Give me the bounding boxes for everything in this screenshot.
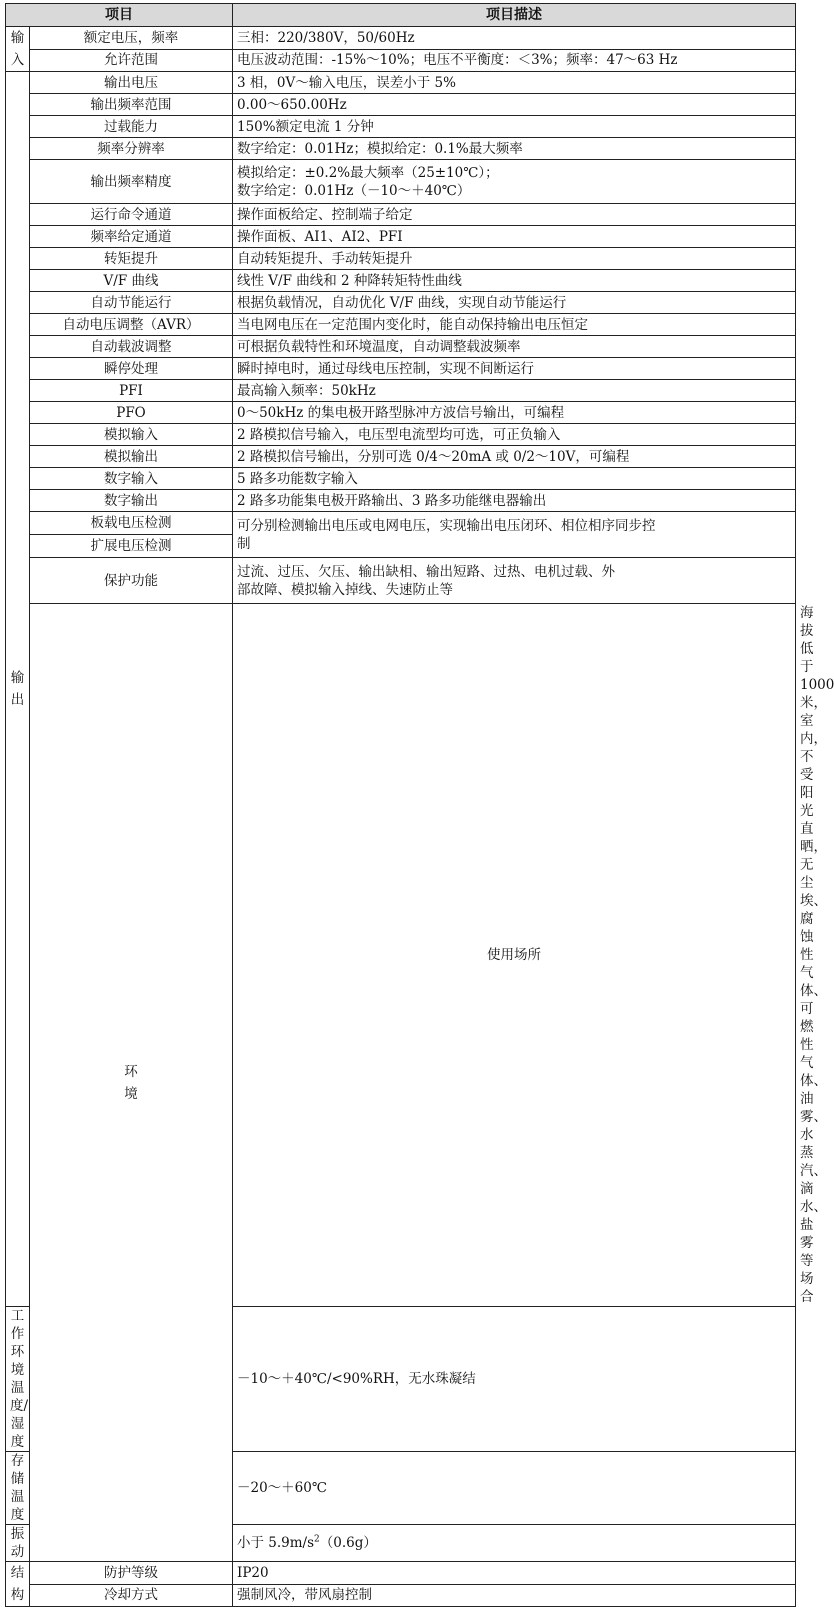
- item-cell: 板载电压检测: [30, 512, 233, 535]
- table-row: [6, 270, 796, 292]
- desc-cell: 当电网电压在一定范围内变化时，能自动保持输出电压恒定: [233, 314, 796, 336]
- table-row: [6, 380, 796, 402]
- item-cell: 冷却方式: [30, 1584, 233, 1607]
- item-cell: 转矩提升: [30, 248, 233, 270]
- item-cell: 数字输入: [30, 468, 233, 490]
- table-row: [6, 226, 796, 248]
- table-row: [6, 248, 796, 270]
- item-cell: 额定电压，频率: [30, 27, 233, 50]
- table-row: [6, 402, 796, 424]
- item-cell: 模拟输出: [30, 446, 233, 468]
- desc-line: 制: [237, 535, 251, 552]
- header-item: 项目: [6, 4, 233, 27]
- table-row: [6, 160, 796, 204]
- item-cell: 使用场所: [233, 604, 796, 1307]
- desc-cell: [233, 512, 796, 558]
- superscript: 2: [314, 1534, 320, 1545]
- desc-cell: 根据负载情况，自动优化 V/F 曲线，实现自动节能运行: [233, 292, 796, 314]
- item-cell: 频率给定通道: [30, 226, 233, 248]
- desc-cell: 2 路多功能集电极开路输出、3 路多功能继电器输出: [233, 490, 796, 512]
- desc-line: 模拟给定：±0.2%最大频率（25±10℃）；: [237, 164, 499, 181]
- table-row: [6, 446, 796, 468]
- desc-line: 部故障、模拟输入掉线、失速防止等: [237, 581, 453, 598]
- header-description: 项目描述: [233, 4, 796, 27]
- desc-cell: 强制风冷，带风扇控制: [233, 1584, 796, 1607]
- desc-cell: －10～＋40℃/<90%RH，无水珠凝结: [233, 1307, 796, 1452]
- vibration-note: （0.6g）: [319, 1535, 377, 1551]
- table-row: [6, 27, 796, 50]
- table-row: [6, 1562, 796, 1585]
- item-cell: 自动载波调整: [30, 336, 233, 358]
- desc-cell: 操作面板、AI1、AI2、PFI: [233, 226, 796, 248]
- header-row: [6, 4, 796, 27]
- section-input: 输 入: [6, 27, 30, 72]
- table-row: [6, 512, 796, 535]
- item-cell: 自动电压调整（AVR）: [30, 314, 233, 336]
- table-row: [6, 336, 796, 358]
- item-cell: 扩展电压检测: [30, 535, 233, 558]
- table-row: [6, 558, 796, 604]
- desc-cell: 0～50kHz 的集电极开路型脉冲方波信号输出，可编程: [233, 402, 796, 424]
- desc-cell: 线性 V/F 曲线和 2 种降转矩特性曲线: [233, 270, 796, 292]
- desc-cell: 操作面板给定、控制端子给定: [233, 204, 796, 226]
- item-cell: 振动: [6, 1525, 30, 1562]
- desc-cell: 最高输入频率：50kHz: [233, 380, 796, 402]
- desc-cell: [233, 558, 796, 604]
- item-cell: 数字输出: [30, 490, 233, 512]
- item-cell: V/F 曲线: [30, 270, 233, 292]
- table-row: [6, 424, 796, 446]
- item-cell: 输出电压: [30, 72, 233, 94]
- desc-cell: [233, 1525, 796, 1562]
- table-row: [6, 94, 796, 116]
- table-row: [6, 49, 796, 72]
- table-row: [6, 358, 796, 380]
- item-cell: 工作环境温度/湿度: [6, 1307, 30, 1452]
- item-cell: PFO: [30, 402, 233, 424]
- item-cell: 模拟输入: [30, 424, 233, 446]
- section-output: 输 出: [6, 72, 30, 1307]
- item-cell: PFI: [30, 380, 233, 402]
- desc-cell: 三相：220/380V，50/60Hz: [233, 27, 796, 50]
- table-row: [6, 314, 796, 336]
- item-cell: 运行命令通道: [30, 204, 233, 226]
- table-row: 环 境 使用场所 海拔低于 1000 米，室内，不受阳光直晒，无尘埃、腐蚀性气体、可燃 性气体、油雾、水蒸汽、滴水、盐雾等场合: [6, 604, 796, 1307]
- table-row: [6, 116, 796, 138]
- desc-cell: IP20: [233, 1562, 796, 1585]
- desc-cell: 0.00～650.00Hz: [233, 94, 796, 116]
- item-cell: 保护功能: [30, 558, 233, 604]
- item-cell: 自动节能运行: [30, 292, 233, 314]
- desc-cell: 自动转矩提升、手动转矩提升: [233, 248, 796, 270]
- desc-cell: 2 路模拟信号输出，分别可选 0/4～20mA 或 0/2～10V，可编程: [233, 446, 796, 468]
- item-cell: 输出频率精度: [30, 160, 233, 204]
- desc-cell: －20～＋60℃: [233, 1452, 796, 1525]
- desc-cell: 可根据负载特性和环境温度，自动调整载波频率: [233, 336, 796, 358]
- desc-line: 可分别检测输出电压或电网电压，实现输出电压闭环、相位相序同步控: [237, 517, 656, 534]
- table-row: [6, 138, 796, 160]
- item-cell: 过载能力: [30, 116, 233, 138]
- desc-line: 数字给定：0.01Hz（－10～＋40℃）: [237, 182, 471, 199]
- item-cell: 允许范围: [30, 49, 233, 72]
- table-row: [6, 72, 796, 94]
- desc-line: 过流、过压、欠压、输出缺相、输出短路、过热、电机过载、外: [237, 563, 615, 580]
- table-row: [6, 204, 796, 226]
- item-cell: 存储温度: [6, 1452, 30, 1525]
- table-row: [6, 490, 796, 512]
- section-structure: 结 构: [6, 1562, 30, 1607]
- desc-cell: 数字给定：0.01Hz；模拟给定：0.1%最大频率: [233, 138, 796, 160]
- desc-cell: 150%额定电流 1 分钟: [233, 116, 796, 138]
- item-cell: 防护等级: [30, 1562, 233, 1585]
- item-cell: 瞬停处理: [30, 358, 233, 380]
- spec-table: [5, 3, 834, 1607]
- section-environment: 环 境: [30, 604, 233, 1562]
- desc-cell: 2 路模拟信号输入，电压型电流型均可选，可正负输入: [233, 424, 796, 446]
- desc-cell: [233, 160, 796, 204]
- desc-cell: 5 路多功能数字输入: [233, 468, 796, 490]
- desc-cell: 电压波动范围：-15%～10%；电压不平衡度：＜3%；频率：47～63 Hz: [233, 49, 796, 72]
- item-cell: 频率分辨率: [30, 138, 233, 160]
- desc-cell: 3 相，0V～输入电压，误差小于 5%: [233, 72, 796, 94]
- item-cell: 输出频率范围: [30, 94, 233, 116]
- table-row: [6, 468, 796, 490]
- table-row: [6, 1584, 796, 1607]
- table-row: [6, 292, 796, 314]
- desc-cell: 瞬时掉电时，通过母线电压控制，实现不间断运行: [233, 358, 796, 380]
- vibration-value: 小于 5.9m/s: [237, 1535, 315, 1551]
